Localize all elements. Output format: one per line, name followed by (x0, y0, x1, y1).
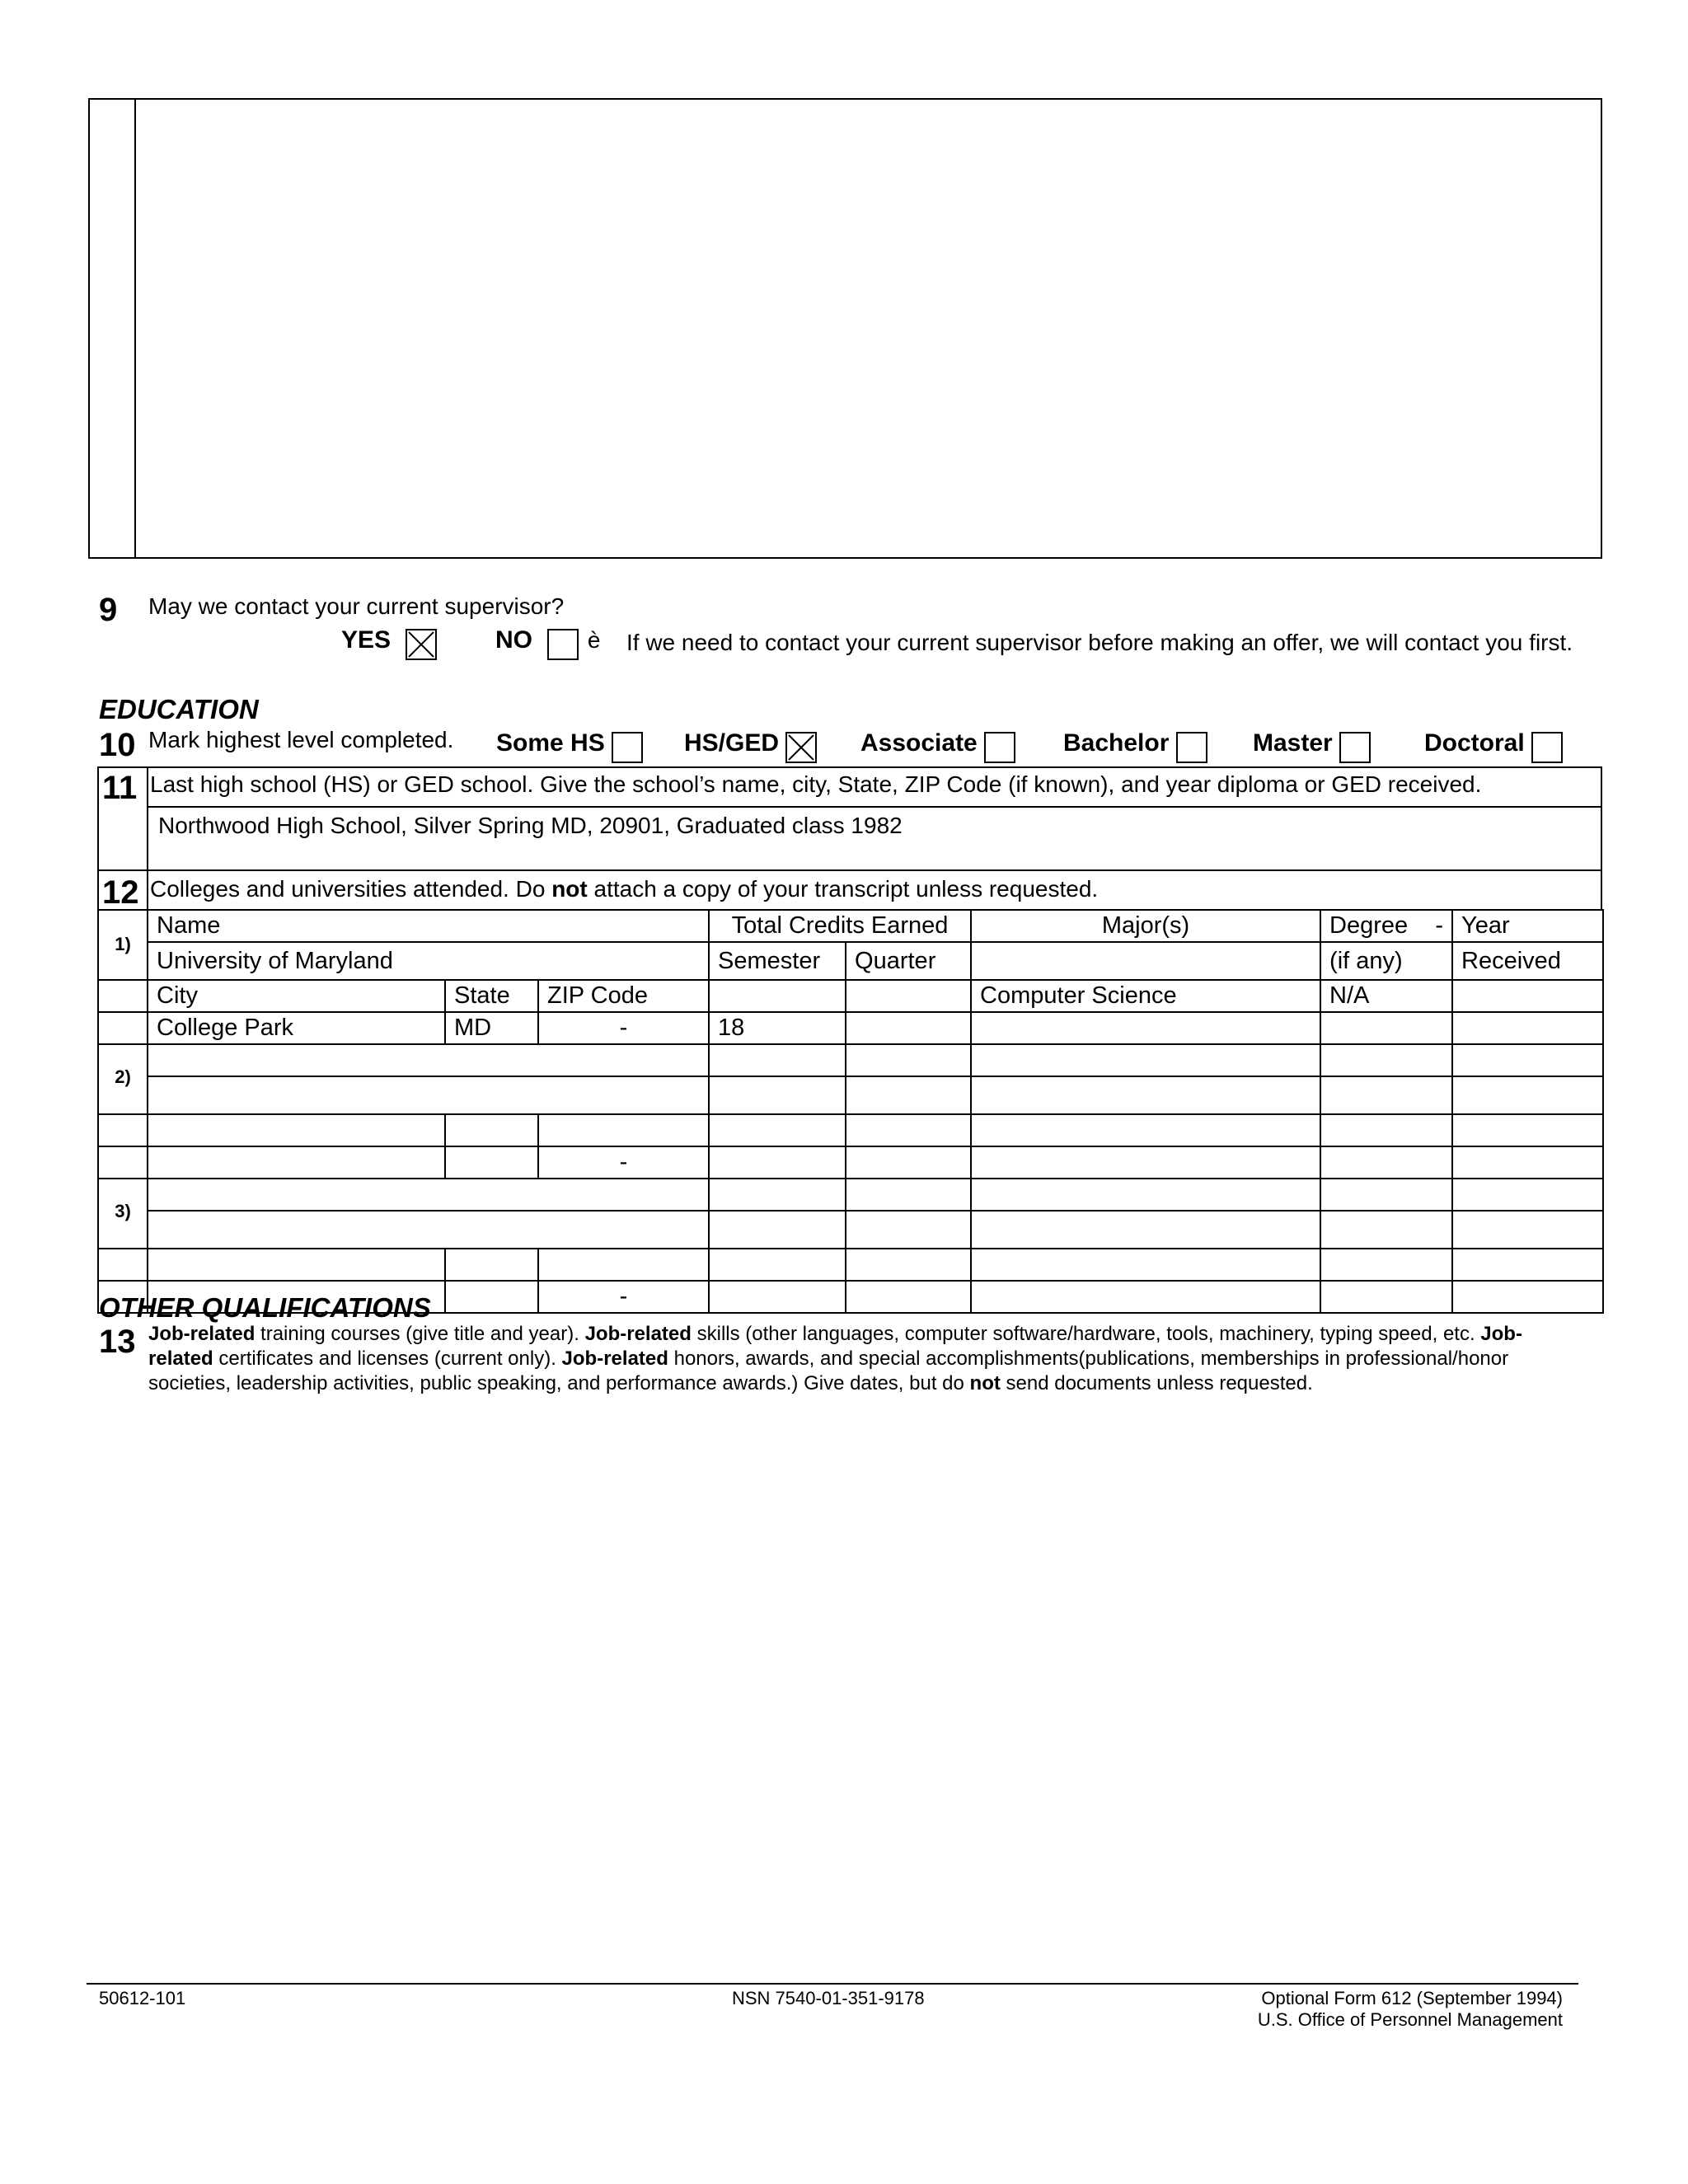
item12-number-column (147, 871, 148, 911)
footer-rule (87, 1983, 1578, 1985)
major-field[interactable] (971, 1114, 1320, 1146)
level-associate: Associate (860, 729, 1015, 763)
yes-checkbox[interactable] (406, 629, 437, 660)
majors-header: Major(s) (971, 910, 1320, 942)
item12-label: Colleges and universities attended. Do not attach a copy of your transcript unless requested. (150, 876, 1099, 902)
quarter-field[interactable] (846, 1012, 971, 1044)
degree-field[interactable] (1320, 1249, 1452, 1281)
hs-ged-checkbox[interactable] (785, 732, 817, 763)
colleges-table-body (98, 910, 1603, 1313)
item9-question: May we contact your current supervisor? (148, 593, 565, 619)
yes-label: YES (341, 626, 392, 654)
level-hs-ged: HS/GED (684, 729, 817, 763)
form-title: Optional Form 612 (September 1994) (1261, 1988, 1563, 2008)
item11-number: 11 (102, 770, 138, 806)
no-checkbox[interactable] (547, 629, 579, 660)
some-hs-checkbox[interactable] (612, 732, 643, 763)
item12-number: 12 (102, 874, 139, 911)
item11-divider (147, 806, 1601, 808)
nsn-number: NSN 7540-01-351-9178 (732, 1988, 925, 2008)
item11-box (97, 766, 1602, 871)
table-row (98, 942, 1603, 980)
zip-field[interactable]: - (538, 1146, 709, 1179)
semester-field[interactable] (709, 1146, 846, 1179)
degree-sub-header: (if any) (1320, 942, 1452, 980)
item11-number-column (147, 768, 148, 869)
zip-field[interactable]: - (538, 1012, 709, 1044)
major-field[interactable] (971, 1249, 1320, 1281)
zip-field[interactable]: - (538, 1281, 709, 1313)
item10-label: Mark highest level completed. (148, 727, 454, 752)
other-qualifications-heading: OTHER QUALIFICATIONS (99, 1292, 431, 1323)
city-field[interactable] (148, 1146, 445, 1179)
school-name-field[interactable] (148, 1076, 709, 1114)
form-code: 50612-101 (99, 1988, 186, 2008)
table-row (98, 1012, 1603, 1044)
table-row (98, 1179, 1603, 1211)
table-row (98, 1044, 1603, 1076)
year-field[interactable] (1452, 1114, 1603, 1146)
item9-options (341, 626, 600, 660)
state-field[interactable] (445, 1146, 538, 1179)
city-field[interactable]: College Park (148, 1012, 445, 1044)
agency-name: U.S. Office of Personnel Management (1257, 2009, 1563, 2030)
year-field[interactable] (1452, 980, 1603, 1012)
arrow-icon: è (587, 627, 601, 653)
table-row (98, 1211, 1603, 1249)
check-x-icon (407, 630, 435, 658)
zip-header: ZIP Code (538, 980, 709, 1012)
degree-field[interactable]: N/A (1320, 980, 1452, 1012)
level-master: Master (1253, 729, 1371, 763)
year-field[interactable] (1452, 1249, 1603, 1281)
entry-index: 1) (98, 910, 148, 980)
item11-value[interactable]: Northwood High School, Silver Spring MD, 20901, Graduated class 1982 (158, 813, 903, 838)
city-header: City (148, 980, 445, 1012)
school-name-field[interactable] (148, 1211, 709, 1249)
prior-section-number-column (134, 100, 136, 557)
year-sub-header: Received (1452, 942, 1603, 980)
name-header: Name (148, 910, 709, 942)
quarter-field[interactable] (846, 1281, 971, 1313)
item12-header (97, 869, 1602, 911)
quarter-header: Quarter (846, 942, 971, 980)
check-x-icon (787, 733, 815, 762)
state-field[interactable]: MD (445, 1012, 538, 1044)
quarter-field[interactable] (846, 1146, 971, 1179)
entry-index: 3) (98, 1179, 148, 1249)
major-field[interactable]: Computer Science (971, 980, 1320, 1012)
semester-header: Semester (709, 942, 846, 980)
school-name-field[interactable]: University of Maryland (148, 942, 709, 980)
table-row (98, 1076, 1603, 1114)
major-blank (971, 942, 1320, 980)
item13-instructions: Job-related training courses (give title and year). Job-related skills (other languages, computer software/hardware, tools, machinery, typing speed, etc. Job-related certificates and licenses (current only). Job-related honors, awards, and special accomplishments(publications, memberships in professional/honor societies, leadership activities, public speaking, and performance awards.) Give dates, but do not send documents unless requested. (148, 1323, 1522, 1394)
level-bachelor: Bachelor (1063, 729, 1207, 763)
education-heading: EDUCATION (99, 694, 259, 724)
doctoral-checkbox[interactable] (1531, 732, 1563, 763)
state-field[interactable] (445, 1281, 538, 1313)
table-row (98, 910, 1603, 942)
table-row (98, 1146, 1603, 1179)
degree-field[interactable] (1320, 1114, 1452, 1146)
item10-number: 10 (99, 727, 136, 763)
table-row (98, 980, 1603, 1012)
item9-number: 9 (99, 592, 118, 628)
year-header: Year (1452, 910, 1603, 942)
degree-header: Degree - (1320, 910, 1452, 942)
table-row (98, 1114, 1603, 1146)
bachelor-checkbox[interactable] (1176, 732, 1207, 763)
item9-note: If we need to contact your current supervisor before making an offer, we will contact you first. (626, 630, 1573, 655)
state-header: State (445, 980, 538, 1012)
entry-index: 2) (98, 1044, 148, 1114)
level-doctoral: Doctoral (1424, 729, 1563, 763)
associate-checkbox[interactable] (984, 732, 1015, 763)
total-credits-header: Total Credits Earned (709, 910, 971, 942)
item13-number: 13 (99, 1324, 136, 1360)
item11-label: Last high school (HS) or GED school. Give the school’s name, city, State, ZIP Code (if known), and year diploma or GED received. (150, 771, 1482, 797)
semester-field[interactable]: 18 (709, 1012, 846, 1044)
table-row (98, 1249, 1603, 1281)
colleges-table (97, 909, 1604, 1314)
master-checkbox[interactable] (1339, 732, 1371, 763)
no-label: NO (495, 626, 532, 654)
semester-field[interactable] (709, 1281, 846, 1313)
level-some-hs: Some HS (496, 729, 643, 763)
prior-section-box (88, 98, 1602, 559)
